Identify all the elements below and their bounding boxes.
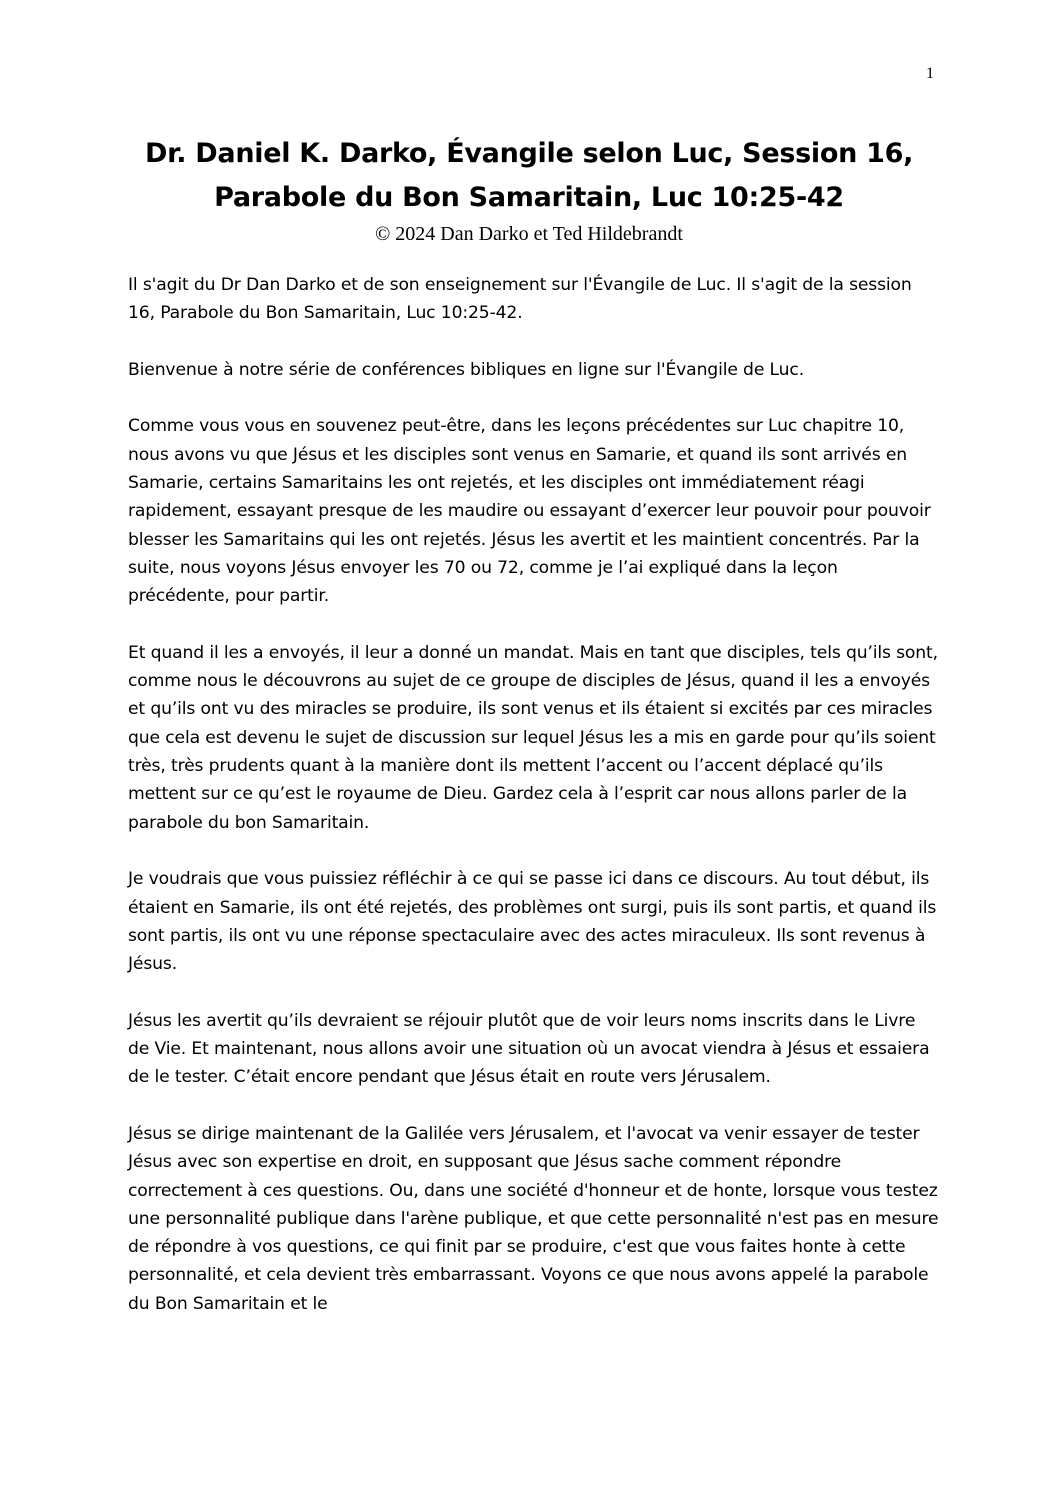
paragraph-7: Jésus se dirige maintenant de la Galilée vers Jérusalem, et l'avocat va venir essayer de tester Jésus avec son expertise en droit, en supposant que Jésus sache comment répondre correctement à ces questions. Ou, dans une société d'honneur et de honte, lorsque vous testez une personnalité publique dans l'arène publique, et que cette personnalité n'est pas en mesure de répondre à vos questions, ce qui finit par se produire, c'est que vous faites honte à cette personnalité, et cela devient très embarrassant. Voyons ce que nous avons appelé la parabole du Bon Samaritain et le	[128, 1123, 939, 1314]
title-line-2: Parabole du Bon Samaritain, Luc 10:25-42	[214, 182, 844, 213]
paragraph-6: Jésus les avertit qu’ils devraient se réjouir plutôt que de voir leurs noms inscrits dans le Livre de Vie. Et maintenant, nous allons avoir une situation où un avocat viendra à Jésus et essaiera de le tester. C’était encore pendant que Jésus était en route vers Jérusalem.	[128, 1010, 930, 1088]
title-line-1: Dr. Daniel K. Darko, Évangile selon Luc, Session 16,	[144, 138, 914, 169]
copyright-notice: © 2024 Dan Darko et Ted Hildebrandt	[375, 223, 683, 245]
paragraph-4: Et quand il les a envoyés, il leur a donné un mandat. Mais en tant que disciples, tels qu’ils sont, comme nous le découvrons au sujet de ce groupe de disciples de Jésus, quand il les a envoyés et qu’ils ont vu des miracles se produire, ils sont venus et ils étaient si excités par ces miracles que cela est devenu le sujet de discussion sur lequel Jésus les a mis en garde pour qu’ils soient très, très prudents quant à la manière dont ils mettent l’accent ou l’accent déplacé qu’ils mettent sur ce qu’est le royaume de Dieu. Gardez cela à l’esprit car nous allons parler de la parabole du bon Samaritain.	[128, 642, 938, 833]
document-title	[120, 132, 938, 220]
paragraph-2: Bienvenue à notre série de conférences bibliques en ligne sur l'Évangile de Luc.	[128, 359, 805, 380]
paragraph-1: Il s'agit du Dr Dan Darko et de son enseignement sur l'Évangile de Luc. Il s'agit de la session 16, Parabole du Bon Samaritain, Luc 10:25-42.	[128, 275, 912, 324]
document-body	[128, 271, 940, 1346]
page-number: 1	[926, 65, 934, 82]
paragraph-5: Je voudrais que vous puissiez réfléchir à ce qui se passe ici dans ce discours. Au tout début, ils étaient en Samarie, ils ont été rejetés, des problèmes ont surgi, puis ils sont partis, et quand ils sont partis, ils ont vu une réponse spectaculaire avec des actes miraculeux. Ils sont revenus à Jésus.	[128, 869, 937, 975]
paragraph-3: Comme vous vous en souvenez peut-être, dans les leçons précédentes sur Luc chapitre 10, nous avons vu que Jésus et les disciples sont venus en Samarie, et quand ils sont arrivés en Samarie, certains Samaritains les ont rejetés, et les disciples ont immédiatement réagi rapidement, essayant presque de les maudire ou essayant d’exercer leur pouvoir pour pouvoir blesser les Samaritains qui les ont rejetés. Jésus les avertit et les maintient concentrés. Par la suite, nous voyons Jésus envoyer les 70 ou 72, comme je l’ai expliqué dans la leçon précédente, pour partir.	[128, 416, 931, 607]
